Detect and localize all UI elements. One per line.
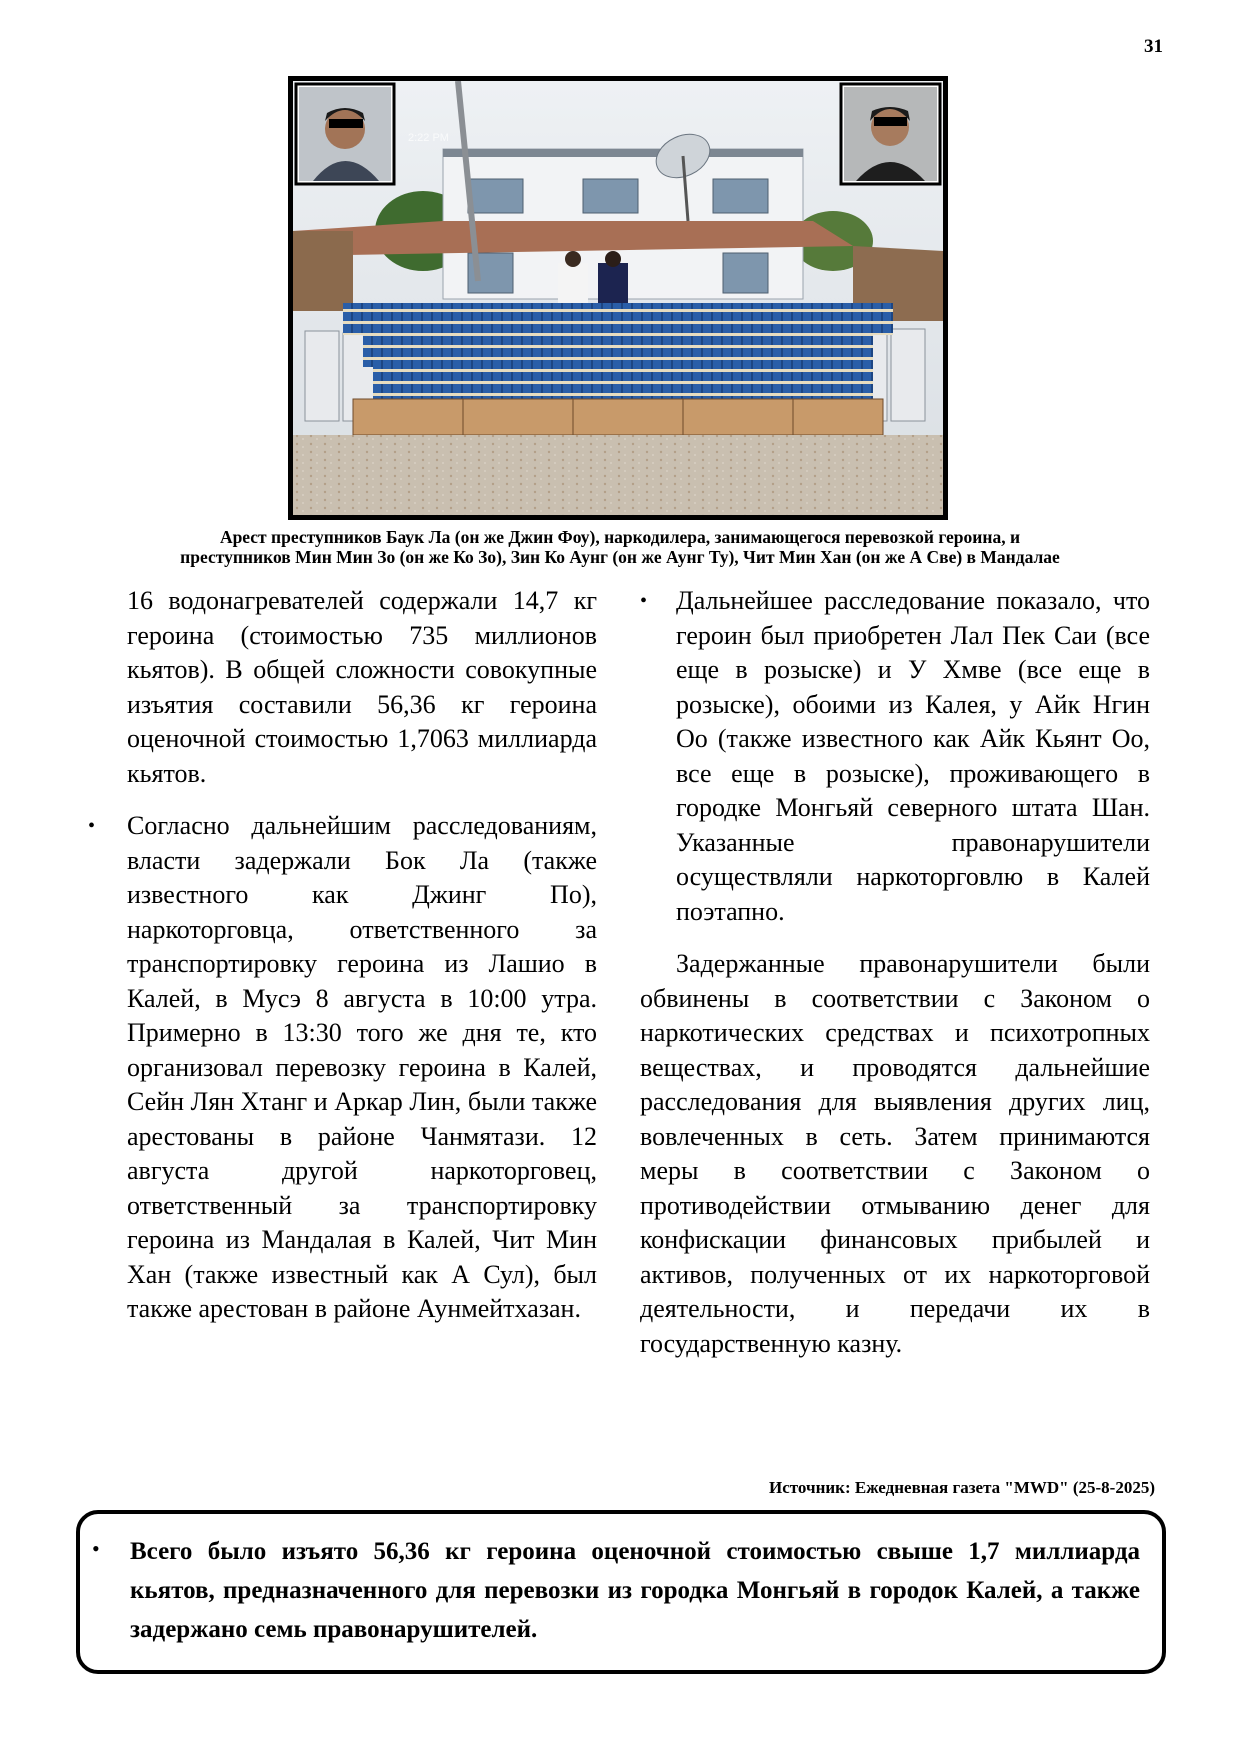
continued-paragraph: 16 водонагревателей содержали 14,7 кг героина (стоимостью 735 миллионов кьятов). В общей сложности совокупные изъятия составили 56,36 кг героина оценочной стоимостью 1,7063 миллиарда кьятов. (127, 586, 597, 788)
bullet-text: Дальнейшее расследование показало, что героин был приобретен Лал Пек Саи (все еще в розыске) и У Хмве (все еще в розыске), обоими из Калея, у Айк Нгин Оо (также известного как Айк Кьянт Оо, все еще в розыске), проживающего в городке Монгьяй северного штата Шан. Указанные правонарушители осуществляли наркоторговлю в Калей поэтапно. (676, 586, 1150, 926)
detained-person (558, 263, 588, 303)
window (583, 179, 638, 213)
body-paragraph: Задержанные правонарушители были обвинены в соответствии с Законом о наркотических средствах и психотропных веществах, и проводятся дальнейшие расследования для выявления других лиц, вовлеченных в сеть. Затем принимаются меры в соответствии с Законом о противодействии отмыванию денег для конфискации финансовых прибылей и активов, полученных от их наркоторговой деятельности, и передачи их в государственную казну. (640, 949, 1150, 1358)
bullet-text: Согласно дальнейшим расследованиям, власти задержали Бок Ла (также известного как Джинг По), наркоторговца, ответственного за транспортировку героина из Лашио в Калей, в Мусэ 8 августа в 10:00 утра. Примерно в 13:30 того же дня те, кто организовал перевозку героина в Калей, Сейн Лян Хтанг и Аркар Лин, были также арестованы в районе Чанмятази. 12 августа другой наркоторговец, ответственный за транспортировку героина из Мандалая в Калей, Чит Мин Хан (также известный как А Сул), был также арестован в районе Аунмейтхазан. (127, 811, 597, 1323)
heroin-packages (343, 303, 893, 335)
detained-person-head (605, 251, 621, 267)
source-line: Источник: Ежедневная газета "MWD" (25-8-2025) (769, 1478, 1155, 1497)
inset-portrait-right (841, 84, 940, 184)
cardboard-box (573, 399, 683, 435)
cardboard-box (353, 399, 463, 435)
water-heater (891, 329, 925, 421)
photo-timestamp: 2:22 PM (408, 132, 449, 144)
caption-line-1: Арест преступников Баук Ла (он же Джин Фоу), наркодилера, занимающегося перевозкой героина, и (219, 527, 1021, 547)
heroin-packages (373, 367, 873, 399)
cardboard-box (463, 399, 573, 435)
bullet-glyph: • (92, 1536, 100, 1561)
news-photo (288, 76, 948, 520)
summary-box (76, 1510, 1166, 1674)
wooden-house (293, 231, 353, 311)
window (713, 179, 768, 213)
left-column (88, 584, 597, 1345)
seizure-photo (293, 81, 943, 515)
bullet-glyph: • (88, 815, 96, 837)
detained-person-head (565, 251, 581, 267)
bullet-item (640, 584, 1150, 929)
bullet-glyph: • (640, 590, 648, 612)
window (468, 179, 523, 213)
page-number: 31 (1144, 36, 1163, 57)
roof-edge (443, 149, 803, 157)
window (723, 253, 768, 293)
detained-person (598, 263, 628, 303)
bullet-item (88, 809, 597, 1327)
photo-caption (60, 527, 1180, 567)
cardboard-box (683, 399, 793, 435)
ground (293, 435, 943, 515)
caption-line-2: преступников Мин Мин Зо (он же Ко Зо), Зин Ко Аунг (он же Аунг Ту), Чит Мин Хан (он же А Све) в Мандалае (180, 547, 1060, 567)
right-column (640, 584, 1150, 1361)
water-heater (305, 331, 339, 421)
cardboard-box (793, 399, 883, 435)
heroin-packages (363, 335, 873, 367)
summary-text: Всего было изъято 56,36 кг героина оценочной стоимостью свыше 1,7 миллиарда кьятов, предназначенного для перевозки из городка Монгьяй в городок Калей, а также задержано семь правонарушителей. (130, 1538, 1140, 1643)
inset-portrait-left (296, 84, 394, 184)
